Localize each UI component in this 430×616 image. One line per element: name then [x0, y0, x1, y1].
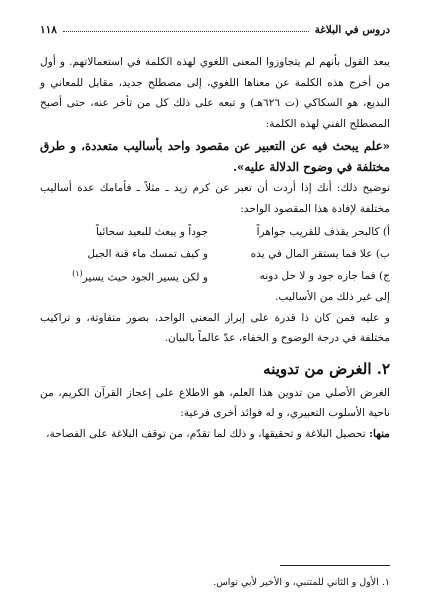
paragraph-5: الغرض الأصلي من تدوين هذا العلم، هو الاطلاع على إعجاز القرآن الكريم، من ناحية الأسلوب التعبيري، و له فوائد أخرى فرعية: — [40, 386, 390, 419]
footnote-separator — [280, 565, 390, 566]
header-title: دروس في البلاغة — [314, 24, 390, 36]
verse-first-half: ب) علا فما يستقر المال في يده — [250, 247, 390, 260]
verse-second-half-with-note — [40, 264, 208, 288]
footnote-marker[interactable]: (١) — [72, 268, 83, 278]
running-header — [40, 18, 390, 36]
verse-row — [40, 221, 390, 243]
verse-row — [40, 265, 390, 287]
verse-first-half: ج) فما جازه جود و لا حل دونه — [259, 269, 390, 282]
page-number: ١١٨ — [40, 24, 57, 36]
header-dots — [63, 31, 309, 32]
verse-second-half: و لكن يسير الجود حيث يسير — [82, 271, 208, 284]
section-heading: ٢. الغرض من تدوينه — [263, 359, 390, 378]
paragraph-2: توضيح ذلك: أنك إذا أردت أن تعبر عن كرم زيد ـ مثلاً ـ فأمامك عدة أساليب مختلفة لإفادة هذا المقصود الواحد: — [40, 182, 390, 215]
paragraph-4: و عليه فمن كان ذا قدرة على إبراز المعنى الواحد، بصور متفاوتة، و تراكيب مختلفة في درجة الوضوح و الخفاء، عدّ عالماً بالبيان. — [40, 311, 390, 344]
paragraph-6-text: تحصيل البلاغة و تحقيقها، و ذلك لما تقدّم، من توقف البلاغة على الفصاحة، — [46, 427, 370, 440]
footnote: ١. الأول و الثاني للمتنبي، و الأخير لأبي نواس. — [213, 577, 390, 588]
verse-first-half: أ) كالبحر يقذف للقريب جواهراً — [256, 225, 390, 238]
definition-quote: «علم يبحث فيه عن التعبير عن مقصود واحد بأساليب متعددة، و طرق مختلفة في وضوح الدلالة عليه». — [40, 139, 390, 174]
paragraph-3: إلى غير ذلك من الأساليب. — [275, 291, 390, 303]
verse-row — [40, 243, 390, 265]
verse-second-half: جوداً و يبعث للبعيد سحائباً — [95, 225, 208, 238]
page-body — [40, 52, 390, 444]
paragraph-6-label: منها: — [369, 427, 390, 440]
verse-list — [40, 221, 390, 287]
paragraph-6 — [40, 424, 390, 445]
paragraph-1: يبعد القول بأنهم لم يتجاوزوا المعنى اللغوي لهذه الكلمة في استعمالاتهم. و أول من أخرج هذه الكلمة عن معناها اللغوي، إلى مصطلح جديد، مقابل للمعاني و البديع، هو السكاكي (ت ٦٢٦هـ) و تبعه على ذلك كل من تأخر عنه، حتى أصبح المصطلح الفني لهذه الكلمة: — [40, 56, 390, 130]
verse-second-half: و كيف تمسك ماء قنة الجبل — [87, 247, 208, 260]
